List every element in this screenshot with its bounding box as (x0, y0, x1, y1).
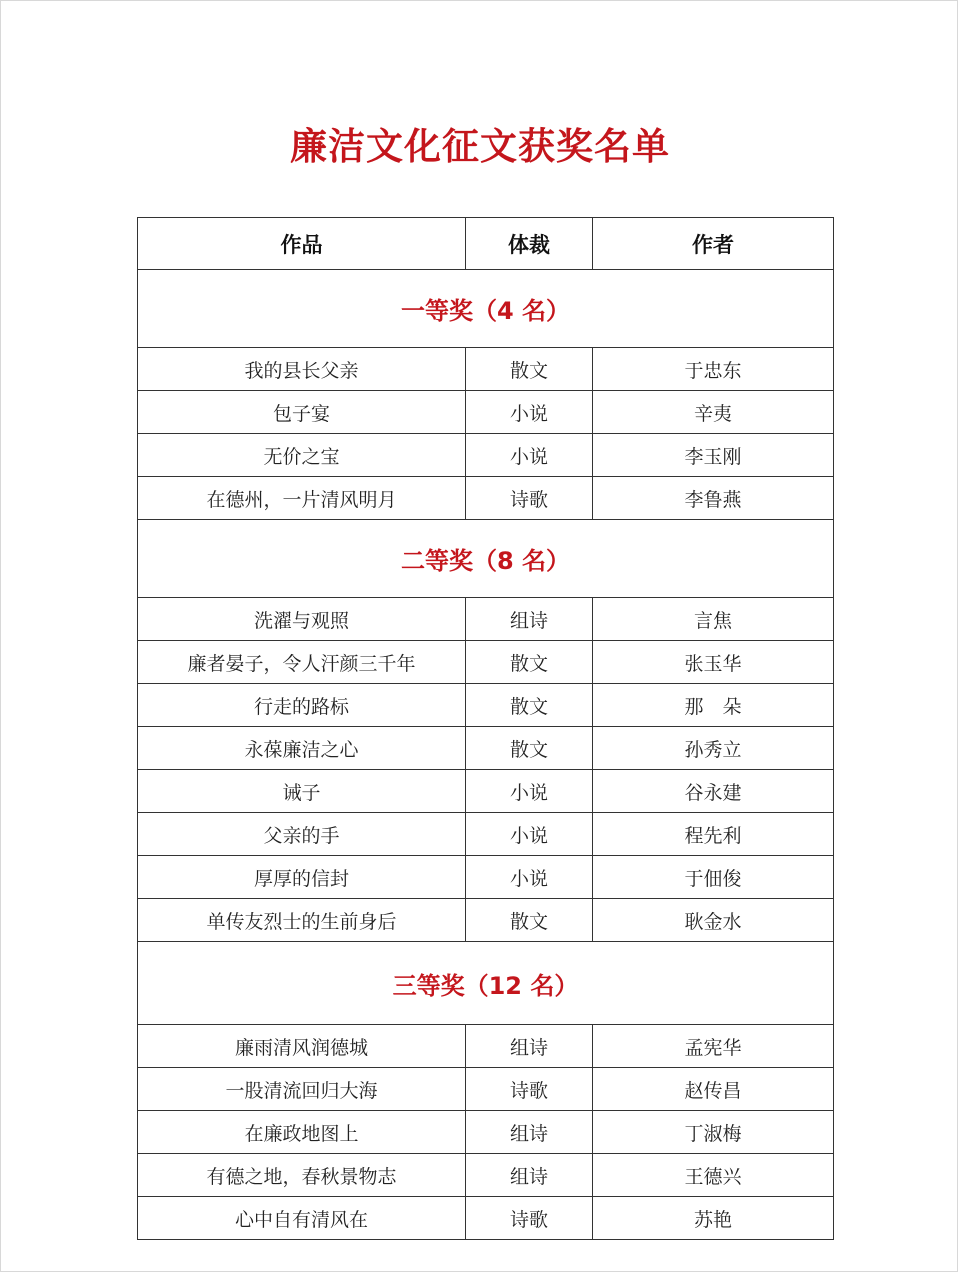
genre-cell: 小说 (466, 434, 593, 477)
genre-cell: 小说 (466, 813, 593, 856)
table-row (138, 727, 834, 770)
work-cell: 厚厚的信封 (138, 856, 466, 899)
table-row (138, 1068, 834, 1111)
author-cell: 李鲁燕 (593, 477, 834, 520)
author-cell: 王德兴 (593, 1154, 834, 1197)
work-cell: 一股清流回归大海 (138, 1068, 466, 1111)
table-row (138, 598, 834, 641)
column-header-work: 作品 (138, 218, 466, 270)
author-cell: 于忠东 (593, 348, 834, 391)
work-cell: 永葆廉洁之心 (138, 727, 466, 770)
genre-cell: 诗歌 (466, 1197, 593, 1240)
genre-cell: 散文 (466, 348, 593, 391)
section-first-prize (138, 270, 834, 348)
section-heading: 三等奖（12 名） (138, 942, 834, 1025)
table-row (138, 813, 834, 856)
work-cell: 在廉政地图上 (138, 1111, 466, 1154)
author-cell: 于佃俊 (593, 856, 834, 899)
section-second-prize (138, 520, 834, 598)
genre-cell: 散文 (466, 684, 593, 727)
author-cell: 孙秀立 (593, 727, 834, 770)
work-cell: 廉雨清风润德城 (138, 1025, 466, 1068)
work-cell: 父亲的手 (138, 813, 466, 856)
author-cell: 程先利 (593, 813, 834, 856)
table-row (138, 477, 834, 520)
section-third-prize (138, 942, 834, 1025)
author-cell: 孟宪华 (593, 1025, 834, 1068)
work-cell: 心中自有清风在 (138, 1197, 466, 1240)
genre-cell: 诗歌 (466, 1068, 593, 1111)
table-row (138, 684, 834, 727)
table-row (138, 391, 834, 434)
genre-cell: 组诗 (466, 598, 593, 641)
author-cell: 丁淑梅 (593, 1111, 834, 1154)
table-row (138, 641, 834, 684)
work-cell: 洗濯与观照 (138, 598, 466, 641)
table-row (138, 1154, 834, 1197)
genre-cell: 组诗 (466, 1154, 593, 1197)
work-cell: 廉者晏子，令人汗颜三千年 (138, 641, 466, 684)
work-cell: 无价之宝 (138, 434, 466, 477)
table-row (138, 1197, 834, 1240)
work-cell: 包子宴 (138, 391, 466, 434)
genre-cell: 小说 (466, 856, 593, 899)
genre-cell: 组诗 (466, 1025, 593, 1068)
column-header-genre: 体裁 (466, 218, 593, 270)
author-cell: 辛夷 (593, 391, 834, 434)
author-cell: 言焦 (593, 598, 834, 641)
work-cell: 我的县长父亲 (138, 348, 466, 391)
author-cell: 耿金水 (593, 899, 834, 942)
author-cell: 谷永建 (593, 770, 834, 813)
section-heading: 二等奖（8 名） (138, 520, 834, 598)
table-row (138, 899, 834, 942)
work-cell: 在德州，一片清风明月 (138, 477, 466, 520)
table-row (138, 856, 834, 899)
genre-cell: 散文 (466, 641, 593, 684)
section-heading: 一等奖（4 名） (138, 270, 834, 348)
author-cell: 张玉华 (593, 641, 834, 684)
genre-cell: 小说 (466, 770, 593, 813)
column-header-author: 作者 (593, 218, 834, 270)
author-cell: 李玉刚 (593, 434, 834, 477)
genre-cell: 散文 (466, 727, 593, 770)
table-row (138, 434, 834, 477)
table-header-row (138, 218, 834, 270)
work-cell: 诫子 (138, 770, 466, 813)
table-row (138, 1025, 834, 1068)
author-cell: 苏艳 (593, 1197, 834, 1240)
genre-cell: 散文 (466, 899, 593, 942)
work-cell: 单传友烈士的生前身后 (138, 899, 466, 942)
author-cell: 那 朵 (593, 684, 834, 727)
genre-cell: 小说 (466, 391, 593, 434)
table-row (138, 1111, 834, 1154)
table-row (138, 770, 834, 813)
page-title: 廉洁文化征文获奖名单 (290, 125, 670, 168)
genre-cell: 组诗 (466, 1111, 593, 1154)
author-cell: 赵传昌 (593, 1068, 834, 1111)
table-row (138, 348, 834, 391)
genre-cell: 诗歌 (466, 477, 593, 520)
work-cell: 行走的路标 (138, 684, 466, 727)
awards-table (137, 217, 834, 1240)
work-cell: 有德之地，春秋景物志 (138, 1154, 466, 1197)
